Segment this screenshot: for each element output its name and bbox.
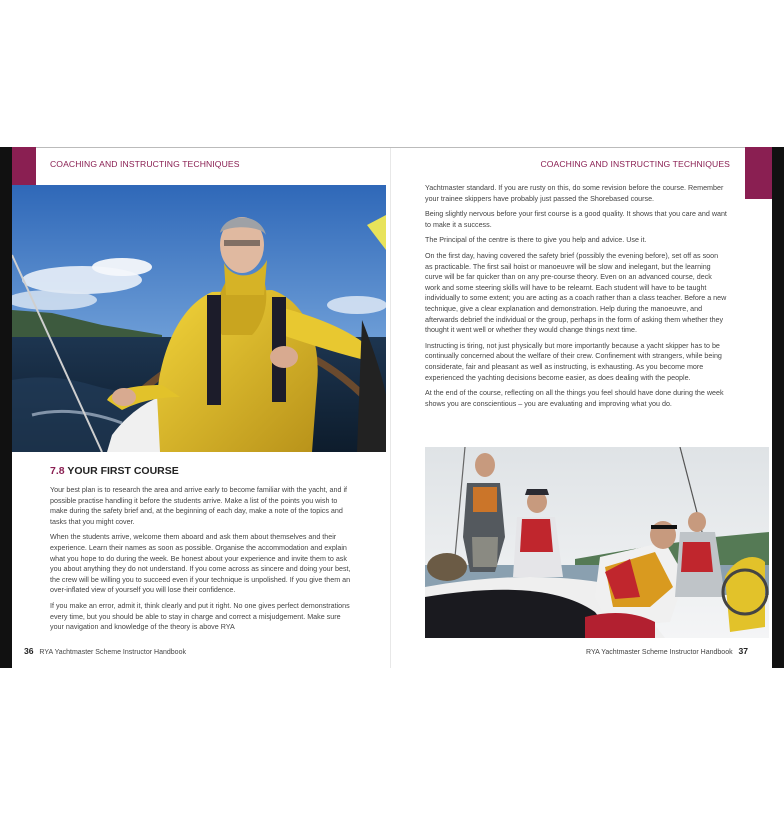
gutter — [390, 147, 391, 668]
paragraph: Your best plan is to research the area and arrive early to become familiar with the yacht, and if possible practise handling it before the students arrive. Make a list of the points you wish to make during the safety brief and, at the beginning of each day, make a note of the topics and tasks that you might cover. — [50, 486, 348, 526]
paragraph: At the end of the course, reflecting on all the things you feel should have done during the week shows you are conscientious – you are evaluating and improving what you do. — [425, 389, 724, 408]
page-number-right: 37 — [738, 646, 748, 656]
header-rule-right — [392, 147, 772, 148]
right-body-text — [425, 183, 727, 414]
paragraph: Yachtmaster standard. If you are rusty on this, do some revision before the course. Remember your trainee skippers have probably just passed the Shorebased course. — [425, 184, 724, 203]
paragraph: The Principal of the centre is there to give you help and advice. Use it. — [425, 236, 647, 245]
helmsman-photo — [12, 185, 386, 452]
paragraph: When the students arrive, welcome them aboard and ask them about themselves and their experience. Learn their names as soon as possible. Organise the accommodation and explain what you hope to do during the week. Be honest about your experience and invite them to ask you about anything they do not understand. If you come across as sincere and doing your best, the crew will be willing you to succeed even if your technique is unpolished. If you give them an over-inflated view of yourself you will lose their confidence. — [50, 533, 351, 595]
right-edge-shadow — [772, 147, 784, 668]
book-title-right: RYA Yachtmaster Scheme Instructor Handbook — [586, 649, 733, 656]
page-number-left: 36 — [24, 646, 34, 656]
chapter-tab-left — [12, 147, 36, 185]
paragraph: Instructing is tiring, not just physically but more importantly because a yacht skipper has to be continually concerned about the welfare of their crew. Confinement with strangers, while being considerate, fair and pleasant as well as instructing, is exhausting. As you become more experienced the yachting decisions become easier, as does dealing with the people. — [425, 341, 722, 382]
section-heading — [50, 465, 179, 477]
paragraph: On the first day, having covered the safety brief (possibly the evening before), set off as soon as practicable. The first sail hoist or manoeuvre will be slow and inelegant, but the learning curve will be far quicker than on any pre-course theory. Even on an advanced course, deck work and some steering skills will have to be relearnt. Each student will have to be taught individually to some extent; you are acting as a coach rather than a class teacher. Before a new technique, give a clear explanation and demonstration. Help during the manoeuvre, and afterwards debrief the individual or the group, perhaps in the form of asking them whether they thought it went well or whether they would change things next time. — [425, 251, 727, 335]
section-title: YOUR FIRST COURSE — [67, 465, 179, 477]
running-head-left: COACHING AND INSTRUCTING TECHNIQUES — [50, 159, 240, 169]
section-number: 7.8 — [50, 465, 65, 477]
paragraph: If you make an error, admit it, think clearly and put it right. No one gives perfect demonstrations every time, but you should be able to stay in charge and correct a misjudgement. Make sure your navigation and knowledge of the theory is above RYA — [50, 601, 350, 632]
paragraph: Being slightly nervous before your first course is a good quality. It shows that you care and want to make it a success. — [425, 210, 727, 229]
header-rule-left — [12, 147, 392, 148]
footer-left — [24, 646, 186, 656]
book-title-left: RYA Yachtmaster Scheme Instructor Handbook — [39, 649, 186, 656]
book-spread — [0, 147, 784, 668]
footer-right — [586, 646, 748, 656]
left-body-text — [50, 485, 355, 638]
chapter-tab-right — [745, 147, 772, 199]
crew-sailing-photo — [425, 447, 769, 638]
left-edge-shadow — [0, 147, 12, 668]
running-head-right: COACHING AND INSTRUCTING TECHNIQUES — [540, 159, 730, 169]
